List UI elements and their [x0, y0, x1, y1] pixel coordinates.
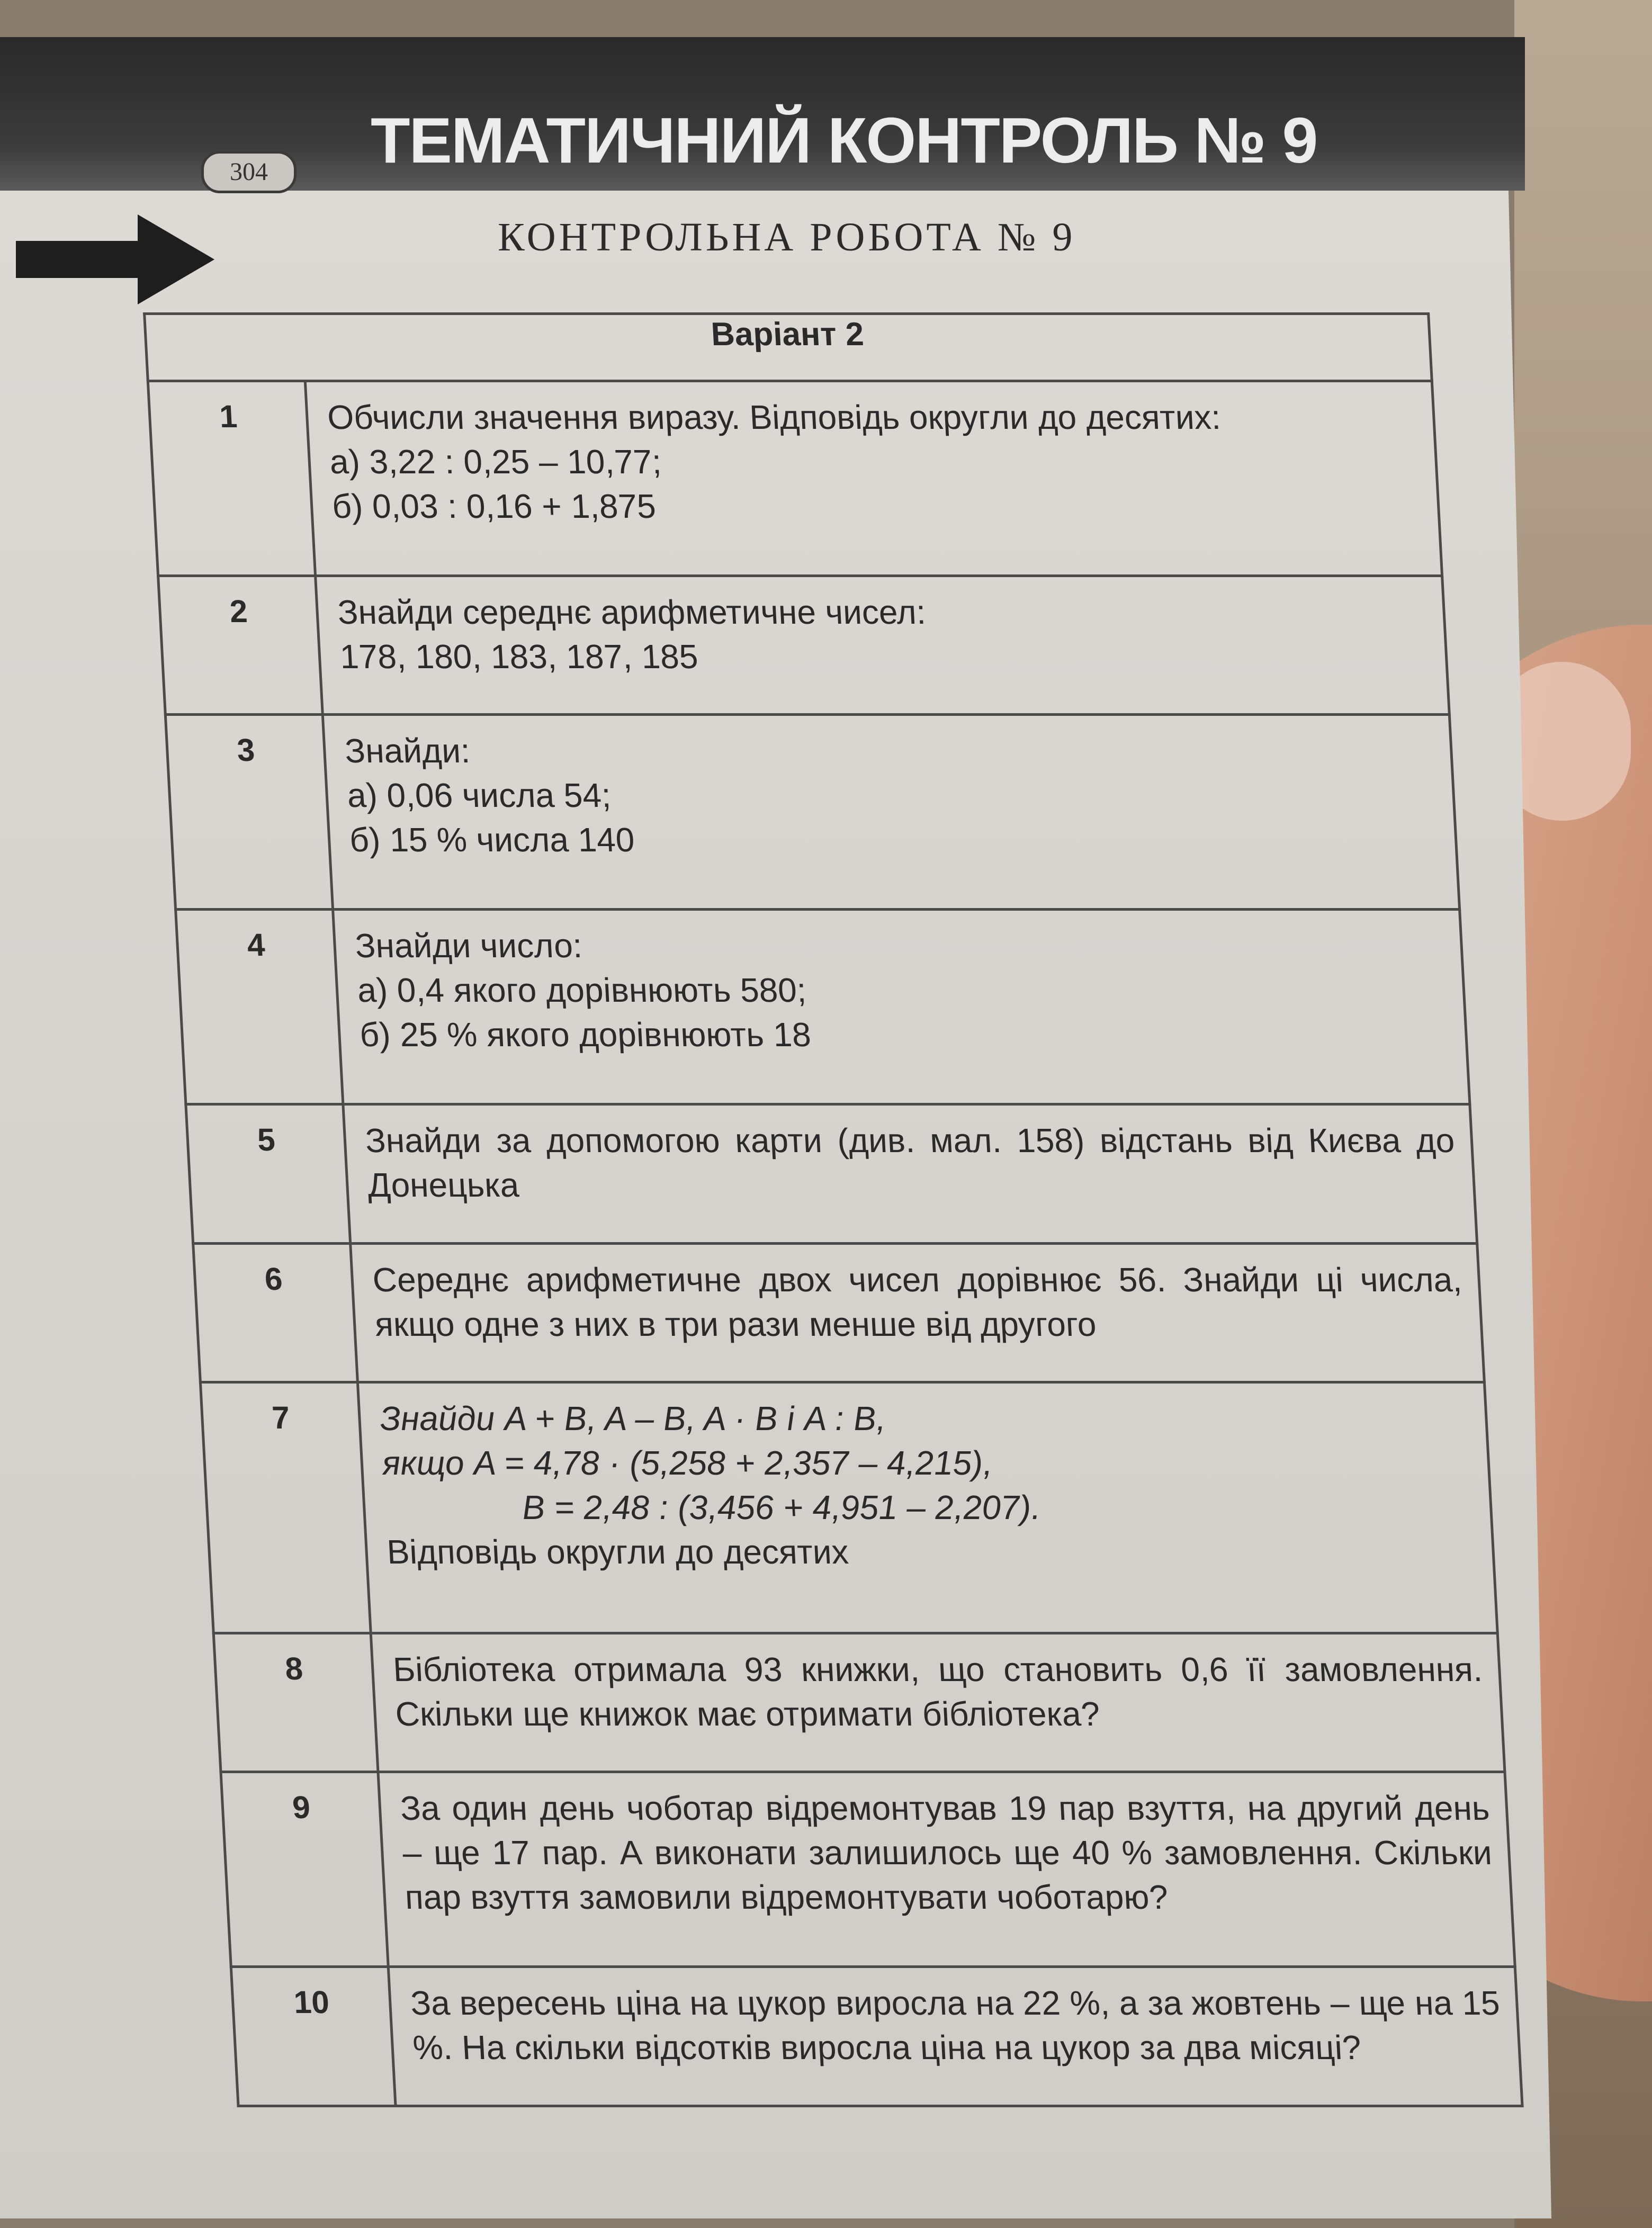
task-row [186, 1104, 1477, 1243]
task-row [221, 1772, 1515, 1967]
task-text [351, 1243, 1485, 1382]
task-number: 8 [213, 1633, 378, 1772]
task-line: Середнє арифметичне двох чисел дорівнює 56. Знайди ці числа, якщо одне з них в три рази менше від другого [371, 1260, 1463, 1343]
task-line: б) 15 % числа 140 [348, 821, 636, 859]
task-row [231, 1967, 1522, 2106]
task-text [333, 910, 1470, 1104]
task-text [343, 1104, 1477, 1243]
variant-label: Варіант 2 [145, 314, 1432, 381]
task-number: 4 [176, 910, 343, 1104]
task-line: б) 25 % якого дорівнюють 18 [358, 1016, 812, 1054]
task-line: а) 3,22 : 0,25 – 10,77; [328, 443, 662, 481]
task-text [357, 1382, 1497, 1633]
task-line: Знайди: [344, 732, 471, 770]
task-row [176, 910, 1470, 1104]
task-line: Знайди середнє арифметичне чисел: [336, 593, 927, 631]
task-number: 3 [165, 715, 333, 910]
task-number: 9 [221, 1772, 388, 1967]
task-number: 5 [186, 1104, 351, 1243]
task-row [148, 381, 1442, 576]
task-row [193, 1243, 1485, 1382]
task-number: 6 [193, 1243, 358, 1382]
task-number: 1 [148, 381, 315, 576]
section-title: ТЕМАТИЧНИЙ КОНТРОЛЬ № 9 [371, 104, 1317, 176]
task-number: 10 [231, 1967, 396, 2106]
task-row [158, 576, 1450, 715]
task-line: Знайди число: [354, 927, 583, 965]
task-line: Відповідь округли до десятих [385, 1533, 850, 1571]
page-number: 304 [201, 151, 297, 193]
task-text [371, 1633, 1505, 1772]
task-line: б) 0,03 : 0,16 + 1,875 [331, 487, 657, 525]
task-line: Бібліотека отримала 93 книжки, що становить 0,6 її замовлення. Скільки ще книжок має отримати бібліотека? [392, 1650, 1484, 1733]
task-text [388, 1967, 1522, 2106]
variant-row [145, 314, 1432, 381]
task-line: Обчисли значення виразу. Відповідь округли до десятих: [326, 398, 1222, 436]
task-text [322, 715, 1459, 910]
task-text [316, 576, 1450, 715]
arrow-right-icon [16, 212, 217, 307]
task-line: За один день чоботар відремонтував 19 пар взуття, на другий день – ще 17 пар. А виконати залишилось ще 40 % замовлення. Скільки пар взуття замовили відремонтувати чоботарю? [399, 1789, 1493, 1917]
task-table [143, 312, 1524, 2107]
task-line: якщо A = 4,78 · (5,258 + 2,357 – 4,215), [381, 1444, 993, 1483]
task-line: За вересень ціна на цукор виросла на 22 %, а за жовтень – ще на 15 %. На скільки відсотків виросла ціна на цукор за два місяці? [409, 1984, 1501, 2067]
task-row [200, 1382, 1497, 1633]
task-line: Знайди за допомогою карти (див. мал. 158) відстань від Києва до Донецька [364, 1121, 1456, 1205]
task-line: 178, 180, 183, 187, 185 [339, 637, 699, 676]
task-row [213, 1633, 1505, 1772]
task-line: а) 0,06 числа 54; [346, 776, 612, 815]
task-number: 2 [158, 576, 323, 715]
task-row [165, 715, 1459, 910]
task-line: B = 2,48 : (3,456 + 4,951 – 2,207). [521, 1488, 1042, 1527]
task-line: Знайди A + B, A – B, A · B і A : B, [379, 1399, 887, 1438]
task-number: 7 [200, 1382, 371, 1633]
task-line: а) 0,4 якого дорівнюють 580; [356, 971, 807, 1010]
task-text [378, 1772, 1515, 1967]
task-text [305, 381, 1442, 576]
work-title: КОНТРОЛЬНА РОБОТА № 9 [498, 215, 1076, 259]
